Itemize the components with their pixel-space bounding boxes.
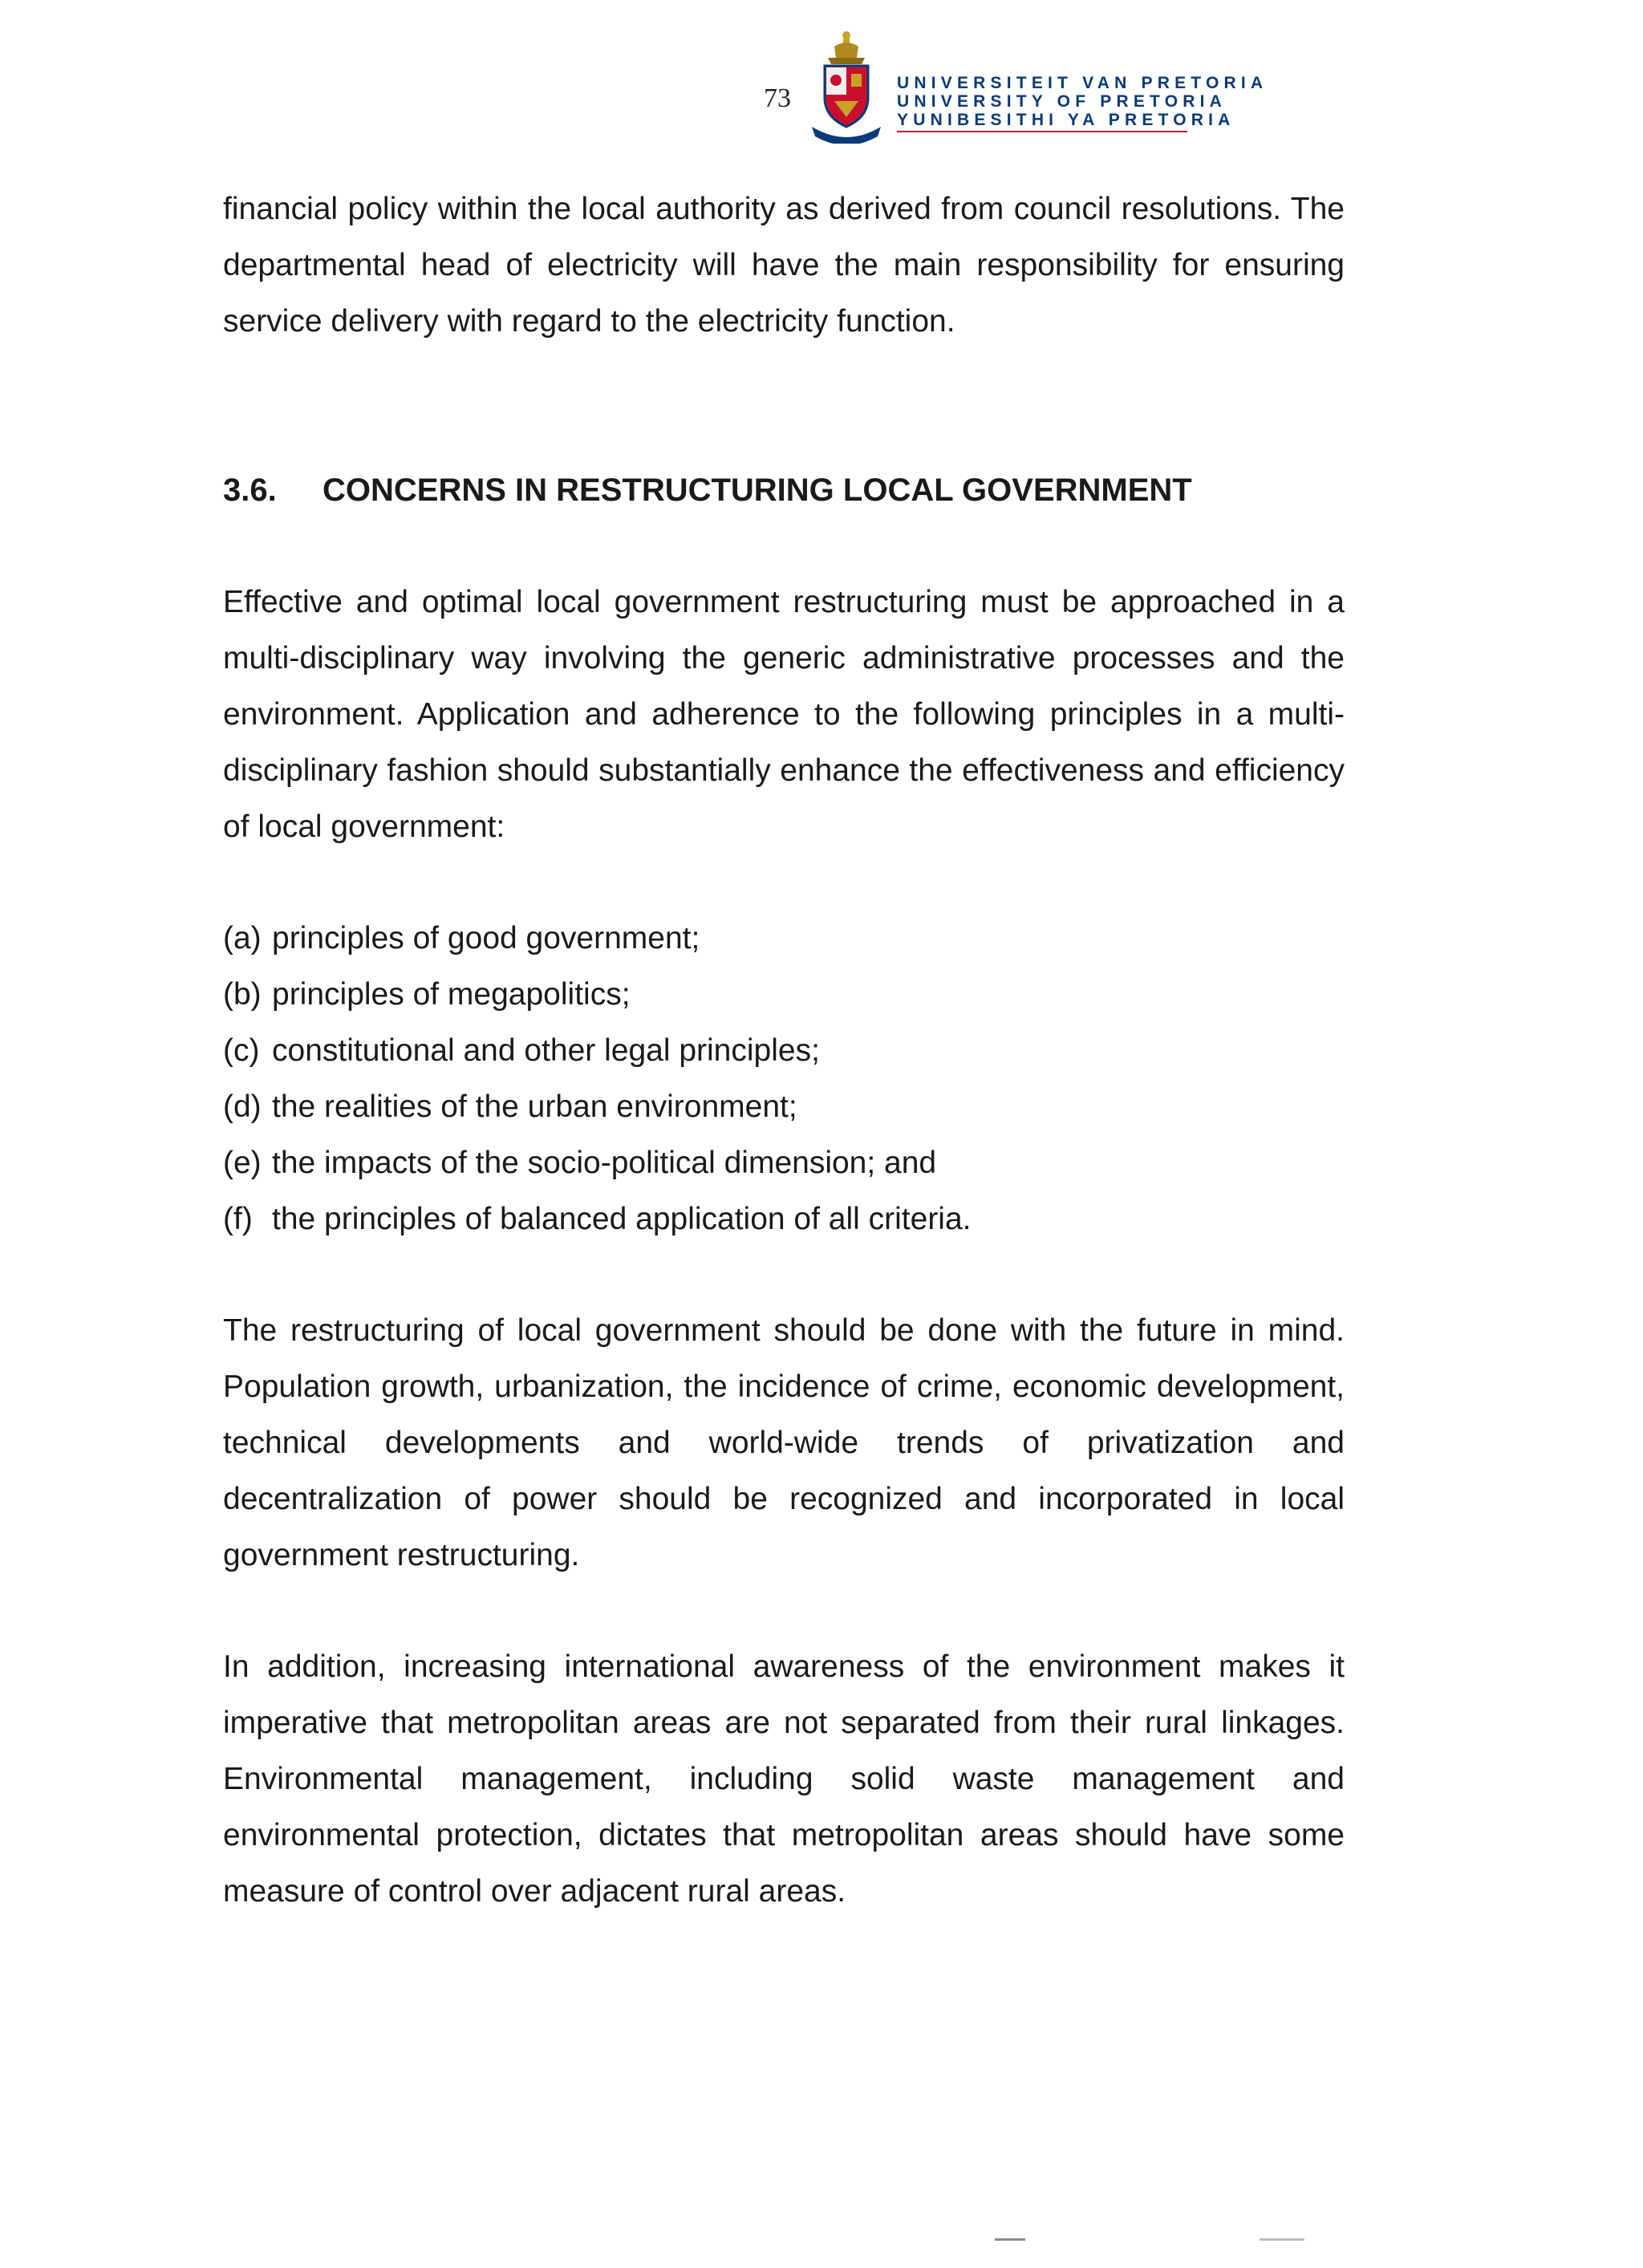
list-item [223,1079,1345,1135]
list-item [223,1023,1345,1079]
footer-mark [1260,2238,1304,2241]
university-crest-icon [810,27,882,144]
section-heading [223,462,1345,518]
list-item-label: (c) [223,1033,260,1068]
list-item-text: principles of megapolitics; [272,977,631,1012]
paragraph-principles-intro: Effective and optimal local government restructuring must be approached in a multi-disciplinary way involving the generic administrative processes and the environment. Application and adherence to the following principles in a multi-disciplinary fashion should substantially enhance the effectiveness and efficiency of local government: [223,585,1345,844]
list-item-text: constitutional and other legal principles; [272,1033,820,1068]
list-item [223,967,1345,1023]
list-item-text: the impacts of the socio-political dimension; and [272,1146,937,1180]
list-item-text: the realities of the urban environment; [272,1089,797,1124]
header-rule [897,131,1187,132]
section-number: 3.6. [223,473,277,508]
list-item-label: (e) [223,1146,262,1180]
list-item [223,1191,1345,1248]
page-number: 73 [764,83,791,113]
principles-list [223,911,1345,1248]
paragraph-environment: In addition, increasing international awareness of the environment makes it imperative that metropolitan areas are not separated from their rural linkages. Environmental management, including solid waste management and environmental protection, dictates that metropolitan areas should have some measure of control over adjacent rural areas. [223,1649,1345,1909]
list-item [223,1135,1345,1191]
university-name-afrikaans: UNIVERSITEIT VAN PRETORIA [897,74,1268,92]
paragraph-future: The restructuring of local government should be done with the future in mind. Population growth, urbanization, the incidence of crime, economic development, technical developments and world-wide trends of privatization and decentralization of power should be recognized and incorporated in local government restructuring. [223,1313,1345,1572]
list-item-text: principles of good government; [272,921,700,955]
list-item-text: the principles of balanced application of all criteria. [272,1202,972,1236]
list-item [223,911,1345,967]
university-names [897,74,1268,129]
section-title: CONCERNS IN RESTRUCTURING LOCAL GOVERNMENT [323,473,1192,508]
university-name-english: UNIVERSITY OF PRETORIA [897,92,1227,111]
university-name-sepedi: YUNIBESITHI YA PRETORIA [897,111,1235,129]
intro-paragraph: financial policy within the local authority as derived from council resolutions. The departmental head of electricity will have the main responsibility for ensuring service delivery with regard to the electricity function. [223,192,1345,339]
list-item-label: (f) [223,1202,253,1236]
page-body [223,181,1345,1920]
list-item-label: (b) [223,977,262,1012]
footer-mark [995,2238,1025,2241]
list-item-label: (d) [223,1089,262,1124]
list-item-label: (a) [223,921,262,955]
